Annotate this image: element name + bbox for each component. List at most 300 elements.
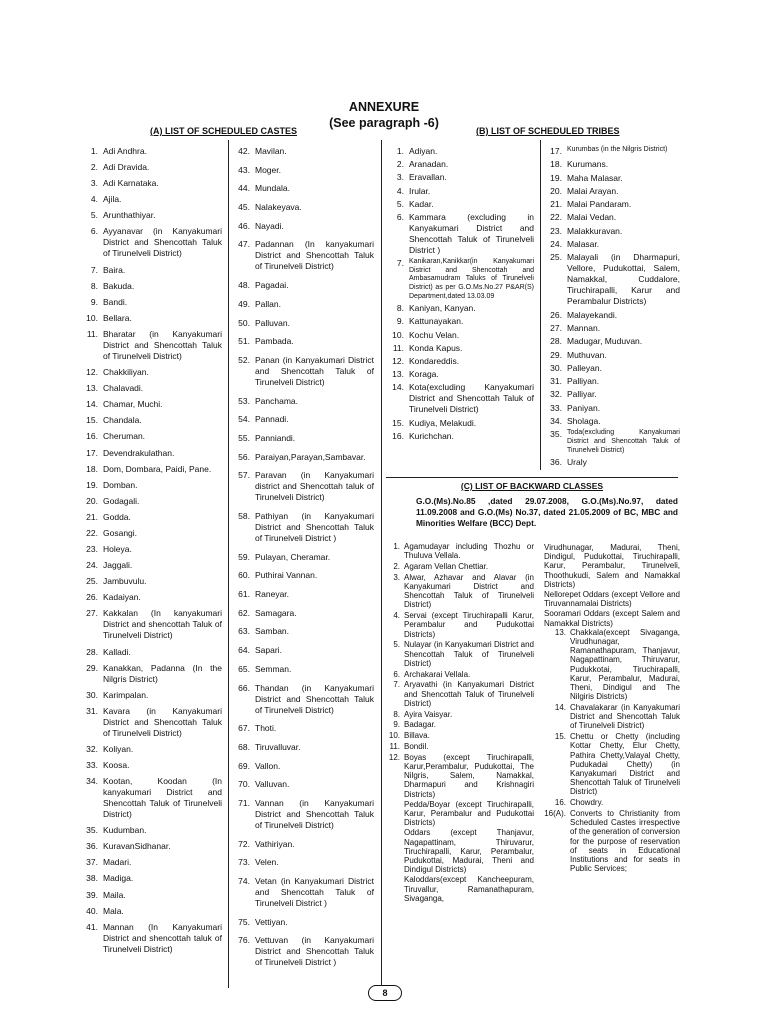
item-number: 37. — [86, 857, 98, 868]
item-number: 35. — [550, 429, 562, 440]
item-text: Godda. — [103, 511, 131, 522]
item-number: 1. — [393, 542, 400, 551]
item-number: 65. — [238, 663, 250, 674]
list-item — [544, 703, 680, 731]
list-item — [80, 226, 222, 259]
item-text: Godagali. — [103, 495, 140, 506]
item-number: 70. — [238, 779, 250, 790]
item-number: 12. — [392, 356, 404, 367]
list-item — [80, 544, 222, 555]
list-item — [386, 159, 534, 170]
item-number: 12. — [86, 367, 98, 378]
list-item — [386, 343, 534, 354]
st-list-col1 — [386, 146, 534, 442]
item-text: Kattunayakan. — [409, 316, 464, 327]
list-item — [232, 414, 374, 425]
item-number: 2. — [396, 159, 404, 170]
item-text: Bondil. — [404, 742, 429, 751]
item-number: 34. — [550, 416, 562, 427]
item-number: 54. — [238, 414, 250, 425]
item-text: Bakuda. — [103, 280, 135, 291]
item-text: Panniandi. — [255, 432, 296, 443]
item-number: 31. — [550, 376, 562, 387]
list-item — [80, 647, 222, 658]
item-number: 8. — [396, 303, 404, 314]
list-item — [232, 165, 374, 176]
item-text: Chettu or Chetty (including Kottar Chetty, Elur Chetty, Pathira Chetty,Valayal Chetty, Pudukadai Chetty) (in Kanyakumari District and Shencottah Taluk of Tirunelveli District) — [570, 732, 680, 797]
item-number: 15. — [392, 417, 404, 428]
list-item — [232, 299, 374, 310]
item-text: Chalavadi. — [103, 383, 144, 394]
item-text: Puthirai Vannan. — [255, 570, 318, 581]
list-item — [80, 399, 222, 410]
item-number: 21. — [86, 511, 98, 522]
list-item — [80, 297, 222, 308]
item-text: Karimpalan. — [103, 689, 149, 700]
list-item — [544, 403, 680, 414]
item-text: Malayali (in Dharmapuri, Vellore, Pudukottai, Salem, Namakkal, Cuddalore, Tiruchirapalli, Karur and Perambalur Districts) — [567, 252, 680, 307]
list-item — [80, 857, 222, 868]
go-reference: G.O.(Ms).No.85 ,dated 29.07.2008, G.O.(Ms).No.97, dated 11.09.2008 and G.O.(Ms) No.37, dated 21.05.2009 of BC, MBC and Minorities Welfare (BCC) Dept. — [416, 496, 678, 528]
item-number: 49. — [238, 298, 250, 309]
item-number: 59. — [238, 551, 250, 562]
item-text: Kurumans. — [567, 159, 609, 170]
page-title: ANNEXURE — [348, 100, 420, 114]
list-item — [232, 336, 374, 347]
item-number: 26. — [86, 592, 98, 603]
list-item — [232, 779, 374, 790]
item-number: 35. — [86, 825, 98, 836]
item-number: 13. — [554, 627, 566, 637]
list-item — [386, 562, 534, 571]
item-text: Panan (in Kanyakumari District and Shencottah Taluk of Tirunelveli District) — [255, 354, 374, 387]
item-number: 11. — [392, 342, 404, 353]
item-number: 14. — [86, 399, 98, 410]
item-text: Paraiyan,Parayan,Sambavar. — [255, 451, 366, 462]
list-item — [80, 194, 222, 205]
item-text: Badagar. — [404, 720, 437, 730]
item-text: Ajila. — [103, 194, 122, 205]
item-text: Adi Andhra. — [103, 146, 147, 156]
item-text: Ayyanavar (in Kanyakumari District and Shencottah Taluk of Tirunelveli District) — [103, 226, 222, 259]
item-number: 47. — [238, 239, 250, 250]
item-number: 6. — [393, 669, 400, 679]
list-item — [544, 416, 680, 427]
item-text: Kootan, Koodan (In kanyakumari District and Shencottah Taluk of Tirunelveli District) — [103, 776, 222, 820]
list-item — [80, 560, 222, 571]
item-number: 7. — [90, 264, 98, 275]
item-text: Agaram Vellan Chettiar. — [404, 562, 489, 571]
item-number: 20. — [86, 495, 98, 506]
list-item — [386, 172, 534, 183]
item-text: Chakkala(except Sivaganga, Virudhunagar, Ramanathapuram, Thanjavur, Nagapattinam, Thiruvarur, Pudukkotai, Tiruchirapalli, Karur, Perambalur, Madurai, Theni, Dindigul and The Nilgiris Districts) — [570, 627, 680, 702]
item-number: 15. — [554, 732, 566, 742]
list-item — [232, 935, 374, 968]
item-text: Jaggali. — [103, 560, 133, 571]
list-item — [80, 873, 222, 884]
item-text: Koliyan. — [103, 743, 134, 754]
list-item — [80, 690, 222, 701]
list-item — [232, 280, 374, 291]
item-number: 3. — [90, 178, 98, 189]
item-number: 19. — [550, 172, 562, 183]
item-text: Panchama. — [255, 395, 298, 406]
item-text: Arunthathiyar. — [103, 210, 156, 221]
list-item — [232, 723, 374, 734]
list-item — [386, 720, 534, 729]
list-item — [544, 186, 680, 197]
list-item — [544, 323, 680, 334]
list-item — [232, 452, 374, 463]
list-item — [544, 809, 680, 873]
item-text: Vathiriyan. — [255, 838, 295, 849]
item-number: 44. — [238, 183, 250, 194]
list-item — [232, 396, 374, 407]
item-text: Palliyan. — [567, 376, 600, 387]
item-number: 34. — [86, 776, 98, 787]
item-number: 5. — [396, 198, 404, 209]
item-text: Tiruvalluvar. — [255, 741, 301, 752]
list-item — [80, 265, 222, 276]
item-number: 9. — [396, 316, 404, 327]
item-number: 29. — [550, 349, 562, 360]
item-number: 75. — [238, 916, 250, 927]
item-number: 10. — [86, 312, 98, 323]
item-number: 29. — [86, 662, 98, 673]
item-number: 2. — [90, 162, 98, 173]
item-number: 25. — [86, 576, 98, 587]
item-number: 76. — [238, 935, 250, 946]
item-number: 9. — [90, 296, 98, 307]
item-text: Domban. — [103, 479, 138, 490]
list-item — [80, 776, 222, 820]
list-item — [386, 542, 534, 560]
item-text: Palluvan. — [255, 317, 290, 328]
st-heading: (B) LIST OF SCHEDULED TRIBES — [476, 126, 620, 136]
list-item — [386, 316, 534, 327]
item-text: Pulayan, Cheramar. — [255, 551, 331, 562]
item-number: 68. — [238, 741, 250, 752]
list-item — [80, 706, 222, 739]
item-text: Kurichchan. — [409, 430, 454, 441]
list-item — [544, 226, 680, 237]
item-number: 17. — [86, 447, 98, 458]
list-item — [80, 210, 222, 221]
item-text: Kudiya, Melakudi. — [409, 417, 477, 428]
list-item — [386, 573, 534, 610]
item-number: 39. — [86, 889, 98, 900]
item-number: 71. — [238, 797, 250, 808]
item-text: Pambada. — [255, 336, 294, 347]
list-item — [80, 825, 222, 836]
list-item — [232, 221, 374, 232]
item-text: Eravallan. — [409, 172, 447, 183]
item-text: Kurumbas (in the Nilgris District) — [567, 146, 668, 153]
item-number: 23. — [86, 544, 98, 555]
list-item — [80, 178, 222, 189]
item-text: Kadar. — [409, 198, 434, 209]
item-text: Kaniyan, Kanyan. — [409, 303, 476, 314]
item-text: Adi Karnataka. — [103, 178, 159, 189]
list-item — [386, 611, 534, 639]
item-text: Kudumban. — [103, 825, 147, 836]
list-item — [80, 480, 222, 491]
item-number: 15. — [86, 415, 98, 426]
item-number: 13. — [86, 383, 98, 394]
list-item — [386, 640, 534, 668]
item-number: 6. — [90, 226, 98, 237]
item-text: Samban. — [255, 626, 290, 637]
list-item — [544, 429, 680, 455]
list-item — [232, 839, 374, 850]
item-number: 1. — [396, 146, 404, 156]
list-item — [80, 576, 222, 587]
list-item — [232, 570, 374, 581]
list-item — [544, 239, 680, 250]
item-number: 16. — [554, 798, 566, 808]
sub-item: Sooramari Oddars (except Salem and Namakkal Districts) — [544, 609, 680, 628]
item-number: 69. — [238, 760, 250, 771]
st-list-col2 — [544, 146, 680, 468]
item-text: Jambuvulu. — [103, 576, 147, 587]
sc-list-col1 — [80, 146, 222, 955]
item-number: 32. — [86, 743, 98, 754]
item-text: Sapari. — [255, 645, 282, 656]
list-item — [544, 732, 680, 796]
item-text: Servai (except Tiruchirapalli Karur, Perambalur and Pudukottai Districts) — [404, 611, 534, 639]
item-number: 67. — [238, 723, 250, 734]
item-number: 33. — [550, 402, 562, 413]
item-number: 21. — [550, 199, 562, 210]
item-text: Pagadai. — [255, 280, 289, 291]
item-number: 16. — [392, 430, 404, 441]
list-item — [386, 710, 534, 719]
item-text: Maha Malasar. — [567, 172, 623, 183]
item-text: Kadaiyan. — [103, 592, 141, 603]
list-item — [386, 431, 534, 442]
item-text: Irular. — [409, 185, 431, 196]
item-number: 19. — [86, 479, 98, 490]
sub-item: Pedda/Boyar (except Tiruchirapalli, Karur, Perambalur and Pudukottai Districts) — [404, 799, 534, 828]
item-number: 23. — [550, 225, 562, 236]
list-item — [80, 841, 222, 852]
list-item — [544, 159, 680, 170]
item-number: 73. — [238, 857, 250, 868]
list-item — [80, 528, 222, 539]
item-number: 10. — [392, 329, 404, 340]
list-item — [232, 239, 374, 272]
list-item — [80, 592, 222, 603]
item-number: 13. — [392, 369, 404, 380]
item-text: Malakkuravan. — [567, 225, 623, 236]
item-text: Vettuvan (in Kanyakumari District and Shencottah Taluk of Tirunelveli District ) — [255, 935, 374, 968]
item-number: 61. — [238, 589, 250, 600]
bc-heading: (C) LIST OF BACKWARD CLASSES — [460, 481, 604, 491]
list-item — [386, 742, 534, 751]
item-text: Valluvan. — [255, 779, 290, 790]
item-number: 22. — [550, 212, 562, 223]
list-item — [544, 336, 680, 347]
item-text: Nulayar (in Kanyakumari District and Shencottah Taluk of Tirunelveli District) — [404, 640, 534, 668]
item-text: Gosangi. — [103, 527, 138, 538]
item-text: Kota(excluding Kanyakumari District and Shencottah Taluk of Tirunelveli District) — [409, 382, 534, 415]
item-text: Chakkiliyan. — [103, 367, 149, 378]
item-text: Bellara. — [103, 312, 132, 323]
bc-list-col2 — [544, 542, 680, 873]
item-number: 18. — [86, 463, 98, 474]
item-text: Mundala. — [255, 183, 290, 194]
item-number: 62. — [238, 607, 250, 618]
list-item — [232, 608, 374, 619]
column-rule-st — [540, 140, 541, 470]
item-number: 25. — [550, 252, 562, 263]
item-text: Koosa. — [103, 760, 130, 770]
item-number: 10. — [388, 731, 400, 741]
item-text: Mannan. — [567, 322, 601, 333]
item-text: Boyas (except Tiruchirapalli, Karur,Perambalur, Pudukottai, The Nilgris, Salem, Namakkal, Dharmapuri and Krishnagiri Districts) — [404, 752, 534, 799]
list-item — [80, 281, 222, 292]
list-item — [544, 457, 680, 468]
list-item — [232, 742, 374, 753]
item-number: 20. — [550, 185, 562, 196]
item-number: 46. — [238, 220, 250, 231]
item-text: Paniyan. — [567, 402, 601, 413]
item-number: 11. — [389, 742, 400, 751]
list-item — [80, 329, 222, 362]
bc-list-col1 — [386, 542, 534, 903]
item-text: Madugar, Muduvan. — [567, 336, 643, 347]
list-item — [386, 356, 534, 367]
item-number: 48. — [238, 280, 250, 291]
item-number: 36. — [86, 841, 98, 852]
item-text: Vetan (in Kanyakumari District and Shencottah Taluk of Tirunelveli District ) — [255, 876, 374, 908]
list-item — [80, 744, 222, 755]
list-item — [232, 318, 374, 329]
item-number: 3. — [393, 572, 400, 582]
item-text: Padannan (In kanyakumari District and Shencottah Taluk of Tirunelveli District) — [255, 239, 374, 272]
list-item — [232, 552, 374, 563]
item-number: 36. — [550, 457, 562, 468]
list-item — [80, 464, 222, 475]
item-text: Thandan (in Kanyakumari District and Shencottah Taluk of Tirunelveli District) — [255, 682, 374, 715]
item-text: Chavalakarar (in Kanyakumari District and Shencottah Taluk of Tirunelveli District) — [570, 703, 680, 731]
item-number: 30. — [86, 689, 98, 700]
item-text: Thoti. — [255, 723, 277, 734]
list-item — [386, 212, 534, 256]
item-text: Cheruman. — [103, 431, 146, 442]
list-item — [80, 383, 222, 394]
item-number: 40. — [86, 905, 98, 916]
item-text: Vettiyan. — [255, 916, 288, 927]
item-number: 60. — [238, 570, 250, 581]
list-item — [80, 663, 222, 685]
item-number: 11. — [86, 328, 98, 339]
list-item — [80, 608, 222, 641]
item-number: 6. — [396, 211, 404, 222]
item-text: Chamar, Muchi. — [103, 399, 163, 410]
item-number: 58. — [238, 511, 250, 521]
item-number: 1. — [90, 146, 98, 156]
item-text: Bharatar (in Kanyakumari District and Shencottah Taluk of Tirunelveli District) — [103, 328, 222, 361]
item-text: Kochu Velan. — [409, 329, 460, 340]
item-text: Malai Pandaram. — [567, 199, 632, 210]
item-number: 7. — [393, 680, 400, 690]
item-text: Kalladi. — [103, 646, 131, 657]
list-item — [386, 330, 534, 341]
item-number: 24. — [550, 239, 562, 250]
item-text: Kanikaran,Kanikkar(in Kanyakumari District and Shencottah and Ambasamudram Taluks of Tirunelveli District) as per G.O.Ms.No.27 P&AR(S) Department,dated 13.03.09 — [409, 258, 534, 300]
item-text: Agamudayar including Thozhu or Thuluva Vellala. — [404, 542, 534, 561]
list-item — [80, 313, 222, 324]
item-number: 2. — [393, 562, 400, 571]
item-number: 3. — [396, 172, 404, 183]
item-number: 7. — [396, 258, 404, 269]
list-item — [386, 146, 534, 157]
list-item — [544, 350, 680, 361]
item-text: Alwar, Azhavar and Alavar (in Kanyakumari District and Shencottah Taluk of Tirunelveli District) — [404, 572, 534, 610]
list-item — [386, 186, 534, 197]
item-text: Malai Vedan. — [567, 212, 617, 223]
item-text: Vallon. — [255, 760, 281, 771]
item-text: Vannan (in Kanyakumari District and Shencottah Taluk of Tirunelveli District) — [255, 797, 374, 830]
item-text: Moger. — [255, 164, 281, 175]
item-text: Chowdry. — [570, 798, 604, 808]
item-text: Palliyar. — [567, 389, 597, 400]
item-text: Aryavathi (in Kanyakumari District and Shencottah Taluk of Tirunelveli District) — [404, 680, 534, 708]
item-number: 41. — [86, 921, 98, 932]
list-item — [80, 415, 222, 426]
item-number: 5. — [90, 210, 98, 221]
list-item — [232, 917, 374, 928]
item-text: Koraga. — [409, 369, 439, 380]
item-number: 56. — [238, 451, 250, 462]
item-number: 27. — [550, 322, 562, 333]
item-number: 50. — [238, 317, 250, 328]
sc-heading: (A) LIST OF SCHEDULED CASTES — [150, 126, 298, 136]
list-item — [544, 376, 680, 387]
list-item — [80, 890, 222, 901]
list-item — [80, 367, 222, 378]
item-number: 53. — [238, 395, 250, 406]
item-number: 55. — [238, 432, 250, 443]
list-item — [80, 146, 222, 157]
page-number: 8 — [368, 985, 402, 1001]
item-number: 45. — [238, 202, 250, 213]
list-item — [80, 760, 222, 771]
item-text: Kanakkan, Padanna (In the Nilgris District) — [103, 662, 222, 684]
item-number: 16. — [86, 431, 98, 442]
item-text: Konda Kapus. — [409, 342, 463, 353]
item-number: 16(A). — [544, 809, 566, 819]
item-text: Baira. — [103, 264, 126, 275]
item-number: 30. — [550, 362, 562, 373]
list-item — [386, 670, 534, 679]
item-number: 8. — [393, 709, 400, 719]
item-text: Pannadi. — [255, 414, 289, 425]
list-item — [80, 906, 222, 917]
item-number: 38. — [86, 873, 98, 884]
item-text: Kammara (excluding in Kanyakumari District and Shencottah Taluk of Tirunelveli District ) — [409, 211, 534, 255]
list-item — [232, 626, 374, 637]
item-number: 32. — [550, 389, 562, 400]
item-text: Bandi. — [103, 296, 128, 307]
page-subtitle: (See paragraph -6) — [329, 116, 439, 130]
item-text: Maila. — [103, 889, 126, 900]
list-item — [544, 310, 680, 321]
list-item — [232, 761, 374, 772]
list-item — [386, 731, 534, 740]
item-text: Toda(excluding Kanyakumari District and Shencottah Taluk of Tirunelveli District) — [567, 429, 680, 454]
